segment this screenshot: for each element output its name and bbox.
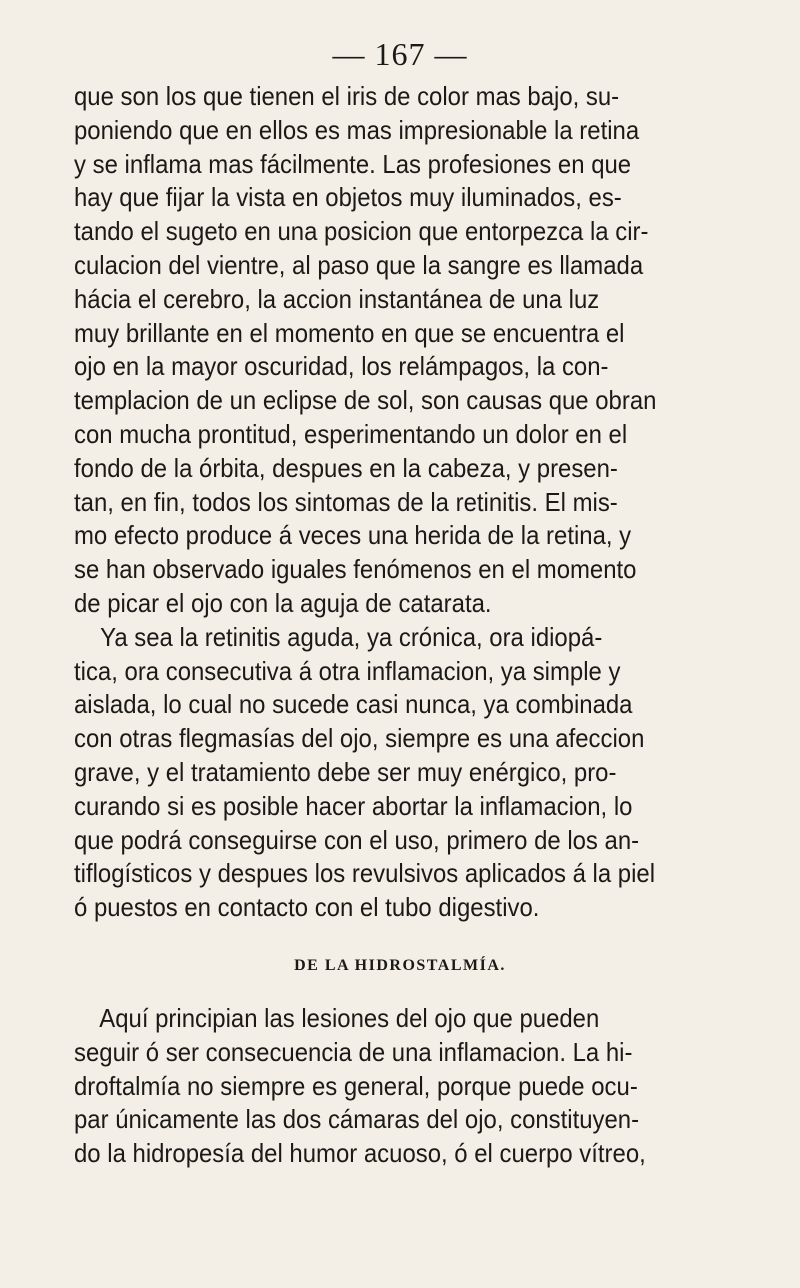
text-line: tiflogísticos y despues los revulsivos aplicados á la piel (74, 858, 656, 889)
text-line: hay que fijar la vista en objetos muy iluminados, es- (74, 182, 622, 213)
text-line: ó puestos en contacto con el tubo digestivo. (74, 892, 540, 923)
text-line: fondo de la órbita, despues en la cabeza, y presen- (74, 452, 618, 483)
text-line: de picar el ojo con la aguja de catarata. (74, 587, 492, 618)
text-line: aislada, lo cual no sucede casi nunca, ya combinada (74, 689, 633, 720)
body-text-upper (74, 80, 683, 925)
text-line: Aquí principian las lesiones del ojo que pueden (74, 1003, 600, 1033)
text-line: que podrá conseguirse con el uso, primero de los an- (74, 824, 640, 855)
text-line: par únicamente las dos cámaras del ojo, constituyen- (74, 1104, 640, 1135)
text-line: poniendo que en ellos es mas impresionable la retina (74, 114, 640, 145)
text-line: con mucha prontitud, esperimentando un dolor en el (74, 418, 628, 449)
text-line: do la hidropesía del humor acuoso, ó el cuerpo vítreo, (74, 1138, 646, 1169)
text-line: con otras flegmasías del ojo, siempre es una afeccion (74, 723, 645, 754)
text-line: y se inflama mas fácilmente. Las profesiones en que (74, 148, 632, 179)
text-line: tando el sugeto en una posicion que entorpezca la cir- (74, 216, 649, 247)
text-line: mo efecto produce á veces una herida de la retina, y (74, 520, 632, 551)
text-line: tica, ora consecutiva á otra inflamacion, ya simple y (74, 655, 621, 686)
text-line: culacion del vientre, al paso que la sangre es llamada (74, 249, 644, 280)
text-line: seguir ó ser consecuencia de una inflamacion. La hi- (74, 1036, 633, 1067)
text-line: muy brillante en el momento en que se encuentra el (74, 317, 625, 348)
section-heading: DE LA HIDROSTALMÍA. (294, 957, 506, 974)
text-line: curando si es posible hacer abortar la inflamacion, lo (74, 790, 633, 821)
body-text-lower (74, 1002, 683, 1171)
text-line: templacion de un eclipse de sol, son causas que obran (74, 385, 657, 416)
text-line: Ya sea la retinitis aguda, ya crónica, ora idiopá- (74, 621, 603, 652)
text-line: grave, y el tratamiento debe ser muy enérgico, pro- (74, 756, 617, 787)
text-line: se han observado iguales fenómenos en el momento (74, 554, 637, 585)
text-line: ojo en la mayor oscuridad, los relámpagos, la con- (74, 351, 609, 382)
text-line: tan, en fin, todos los sintomas de la retinitis. El mis- (74, 486, 618, 517)
text-line: hácia el cerebro, la accion instantánea de una luz (74, 283, 600, 314)
text-line: que son los que tienen el iris de color mas bajo, su- (74, 81, 620, 111)
page-number: — 167 — (332, 36, 468, 72)
text-line: droftalmía no siempre es general, porque puede ocu- (74, 1070, 638, 1101)
